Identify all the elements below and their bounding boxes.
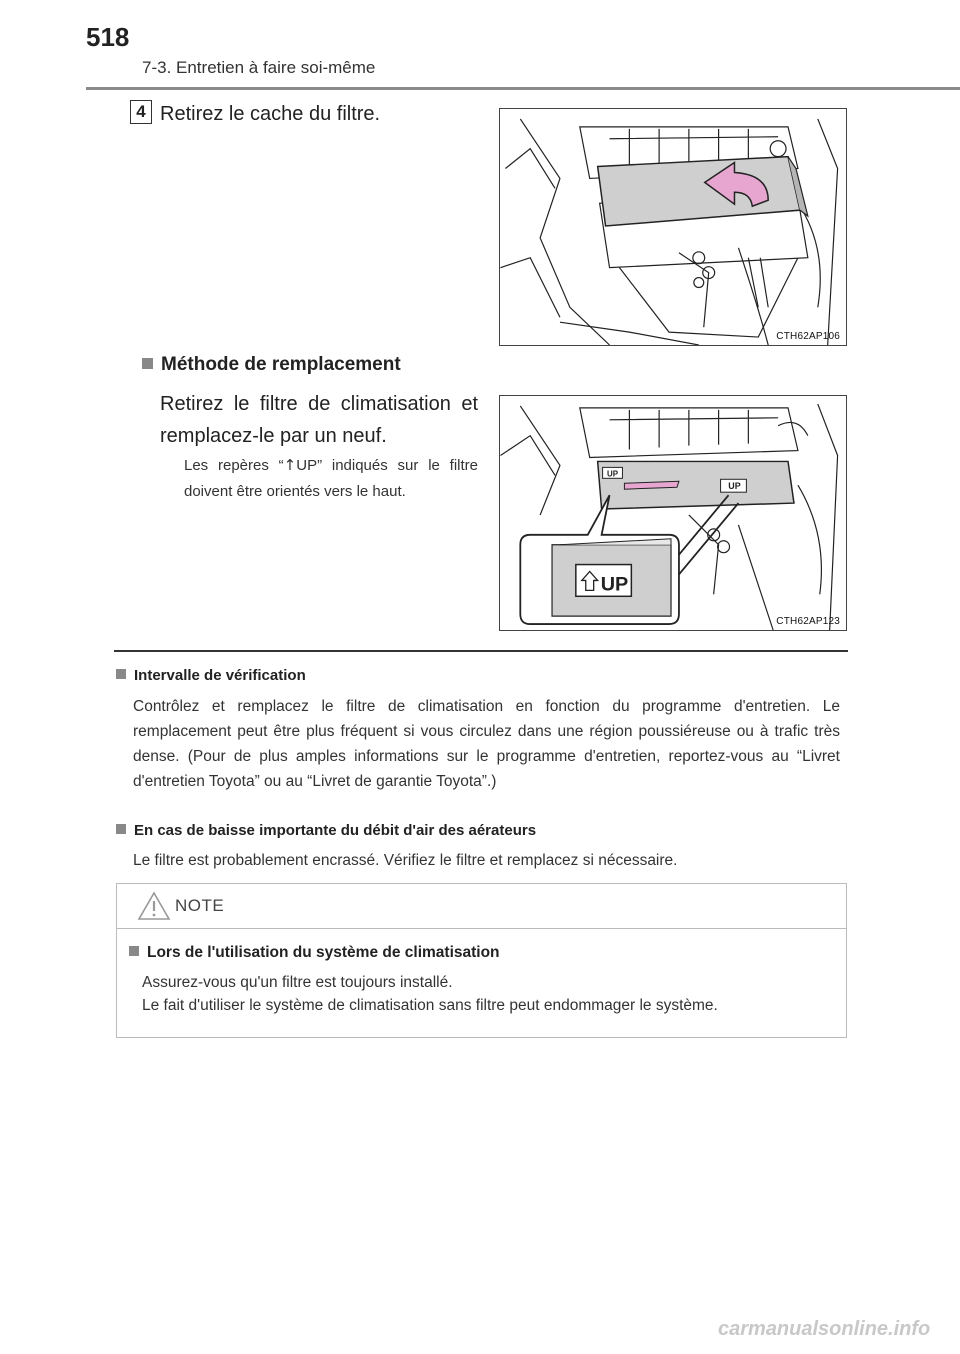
figure-up-marks	[499, 395, 847, 631]
warning-triangle-icon	[137, 890, 171, 922]
section-title: 7-3. Entretien à faire soi-même	[142, 58, 376, 77]
up-arrow-icon: ↑	[283, 456, 297, 474]
section-heading-interval	[116, 667, 306, 684]
note-line-2: Le fait d'utiliser le système de climatisation sans filtre peut endommager le système.	[142, 997, 718, 1014]
section-body-interval: Contrôlez et remplacez le filtre de climatisation en fonction du programme d'entretien. Le remplacement peut être plus fréquent si vous circulez dans une région poussiéreuse ou à trafic très dense. (Pour de plus amples informations sur le programme d'entretien, reportez-vous au “Livret d'entretien Toyota” ou au “Livret de garantie Toyota”.)	[133, 698, 840, 790]
method-heading	[142, 354, 401, 376]
heading-square-icon	[116, 824, 126, 834]
step-number-badge: 4	[130, 100, 152, 124]
section-title-text: En cas de baisse importante du débit d'air des aérateurs	[134, 822, 537, 839]
heading-square-icon	[129, 946, 139, 956]
method-body: Retirez le filtre de climatisation et remplacez-le par un neuf.	[160, 393, 478, 447]
section-title-text: Intervalle de vérification	[134, 667, 306, 684]
note-heading	[129, 944, 500, 962]
watermark: carmanualsonline.info	[718, 1318, 931, 1340]
note-line-1: Assurez-vous qu'un filtre est toujours installé.	[142, 974, 453, 991]
page-number: 518	[86, 22, 130, 52]
figure-code: CTH62AP123	[776, 616, 840, 627]
section-divider	[114, 650, 848, 652]
figure-code: CTH62AP106	[776, 331, 840, 342]
method-title-text: Méthode de remplacement	[161, 354, 401, 375]
note-box	[116, 883, 847, 1038]
heading-square-icon	[116, 669, 126, 679]
note-header-divider	[117, 928, 846, 929]
up-marks-illustration	[500, 396, 846, 630]
large-up-label: UP	[600, 573, 629, 596]
section-body-airflow: Le filtre est probablement encrassé. Vérifiez le filtre et remplacez si nécessaire.	[133, 852, 678, 869]
note-label: NOTE	[175, 896, 225, 915]
method-note	[184, 452, 478, 505]
step-text: Retirez le cache du filtre.	[160, 103, 381, 125]
note-rest: UP” indiqués sur le filtre doivent être orientés vers le haut.	[184, 457, 479, 500]
small-up-label-1: UP	[607, 469, 619, 479]
header-rule	[86, 87, 960, 90]
small-up-label-2: UP	[728, 481, 741, 492]
filter-cover-illustration	[500, 109, 846, 345]
figure-remove-filter-cover	[499, 108, 847, 346]
note-heading-text: Lors de l'utilisation du système de climatisation	[147, 944, 500, 961]
section-heading-airflow	[116, 822, 536, 839]
heading-square-icon	[142, 358, 153, 369]
note-prefix: Les repères “	[184, 457, 284, 474]
